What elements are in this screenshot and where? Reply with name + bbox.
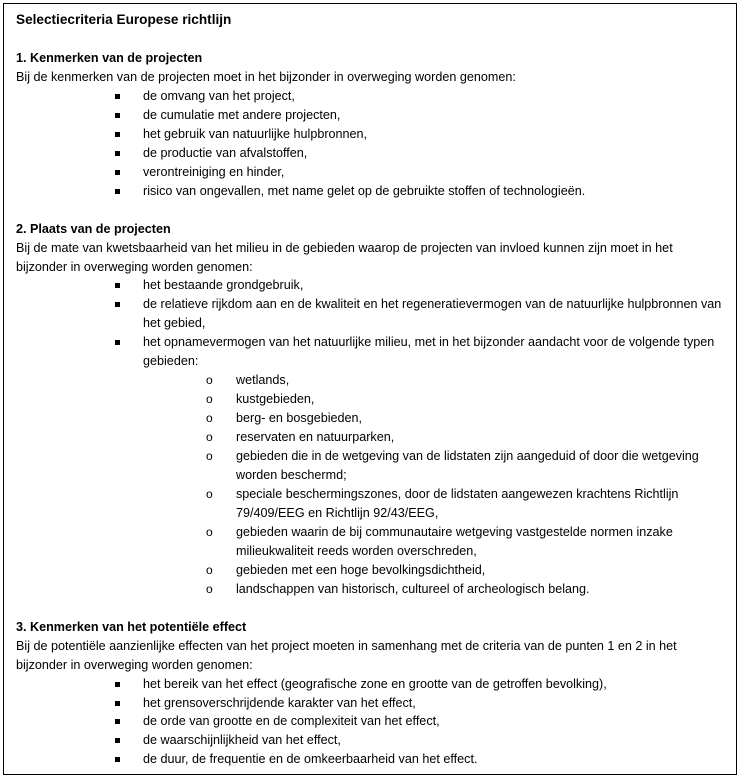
bullet-icon — [115, 302, 120, 307]
bullet-icon — [115, 738, 120, 743]
section-heading: 3. Kenmerken van het potentiële effect — [16, 619, 247, 634]
circle-bullet-icon: o — [206, 373, 213, 388]
list-item-text: verontreiniging en hinder, — [143, 164, 285, 179]
list-item — [16, 675, 726, 694]
circle-bullet-icon: o — [206, 411, 213, 426]
sub-list-item-text: gebieden met een hoge bevolkingsdichtheid, — [236, 562, 486, 577]
bullet-icon — [115, 151, 120, 156]
circle-bullet-icon: o — [206, 430, 213, 445]
list-item — [16, 106, 726, 125]
list-item — [16, 731, 726, 750]
sub-list-item-text: speciale beschermingszones, door de lidstaten aangewezen krachtens Richtlijn 79/409/EEG en Richtlijn 92/43/EEG, — [236, 486, 679, 520]
sub-list-item — [16, 447, 726, 485]
section-3 — [16, 618, 726, 770]
list-item-text: het opnamevermogen van het natuurlijke milieu, met in het bijzonder aandacht voor de volgende typen gebieden: — [143, 335, 715, 369]
sub-list-item — [16, 523, 726, 561]
bullet-icon — [115, 701, 120, 706]
sub-list-item-text: wetlands, — [236, 373, 290, 388]
spacer — [16, 30, 726, 49]
spacer — [16, 201, 726, 220]
list-item-text: het bestaande grondgebruik, — [143, 278, 304, 293]
document-title: Selectiecriteria Europese richtlijn — [16, 12, 232, 27]
list-item-text: de relatieve rijkdom aan en de kwaliteit en het regeneratievermogen van de natuurlijke hulpbronnen van het gebied, — [143, 297, 722, 331]
section-2 — [16, 220, 726, 599]
bullet-icon — [115, 113, 120, 118]
sub-list-item — [16, 409, 726, 428]
list-item — [16, 125, 726, 144]
sub-list-item-text: landschappen van historisch, cultureel of archeologisch belang. — [236, 581, 590, 596]
list-item — [16, 295, 726, 333]
circle-bullet-icon: o — [206, 581, 213, 596]
bullet-icon — [115, 283, 120, 288]
list-item — [16, 163, 726, 182]
sub-list-item — [16, 428, 726, 447]
sub-list-item — [16, 485, 726, 523]
bullet-icon — [115, 94, 120, 99]
bullet-icon — [115, 132, 120, 137]
sub-list-item-text: berg- en bosgebieden, — [236, 411, 363, 426]
bullet-icon — [115, 170, 120, 175]
section-intro: Bij de mate van kwetsbaarheid van het milieu in de gebieden waarop de projecten van invloed kunnen zijn moet in het bijzonder in overweging worden genomen: — [16, 240, 673, 274]
list-item-text: het grensoverschrijdende karakter van het effect, — [143, 695, 416, 710]
sub-list-item — [16, 580, 726, 599]
section-intro: Bij de potentiële aanzienlijke effecten van het project moeten in samenhang met de criteria van de punten 1 en 2 in het bijzonder in overweging worden genomen: — [16, 638, 677, 672]
bullet-icon — [115, 682, 120, 687]
section-heading: 1. Kenmerken van de projecten — [16, 51, 203, 65]
sub-list-item-text: gebieden die in de wetgeving van de lidstaten zijn aangeduid of door die wetgeving worden beschermd; — [236, 449, 699, 483]
section-intro: Bij de kenmerken van de projecten moet in het bijzonder in overweging worden genomen: — [16, 69, 516, 84]
criteria-box — [3, 3, 737, 775]
bullet-icon — [115, 719, 120, 724]
circle-bullet-icon: o — [206, 524, 213, 539]
bullet-icon — [115, 189, 120, 194]
list-item — [16, 712, 726, 731]
sub-list-item — [16, 390, 726, 409]
spacer — [16, 599, 726, 618]
list-item-text: het gebruik van natuurlijke hulpbronnen, — [143, 126, 368, 141]
sub-list — [16, 371, 726, 598]
list-item-text: de productie van afvalstoffen, — [143, 145, 308, 160]
sub-list-item — [16, 371, 726, 390]
list-item — [16, 144, 726, 163]
sub-list-item — [16, 561, 726, 580]
bullet-icon — [115, 757, 120, 762]
sub-list-item-text: kustgebieden, — [236, 392, 315, 407]
list-item-text: de cumulatie met andere projecten, — [143, 107, 341, 122]
circle-bullet-icon: o — [206, 562, 213, 577]
sub-list-item-text: reservaten en natuurparken, — [236, 430, 395, 445]
list-item-text: risico van ongevallen, met name gelet op de gebruikte stoffen of technologieën. — [143, 183, 586, 198]
bullet-list — [16, 675, 726, 770]
bullet-list — [16, 87, 726, 201]
bullet-icon — [115, 340, 120, 345]
section-heading: 2. Plaats van de projecten — [16, 221, 171, 236]
list-item — [16, 694, 726, 713]
list-item — [16, 333, 726, 598]
circle-bullet-icon: o — [206, 486, 213, 501]
sub-list-item-text: gebieden waarin de bij communautaire wetgeving vastgestelde normen inzake milieukwaliteit reeds worden overschreden, — [236, 524, 673, 558]
list-item — [16, 276, 726, 295]
list-item — [16, 87, 726, 106]
circle-bullet-icon: o — [206, 449, 213, 464]
circle-bullet-icon: o — [206, 392, 213, 407]
list-item-text: de waarschijnlijkheid van het effect, — [143, 733, 341, 748]
list-item-text: de orde van grootte en de complexiteit van het effect, — [143, 714, 440, 729]
list-item — [16, 750, 726, 769]
bullet-list — [16, 276, 726, 598]
list-item-text: de omvang van het project, — [143, 88, 295, 103]
section-1 — [16, 49, 726, 201]
list-item — [16, 182, 726, 201]
list-item-text: de duur, de frequentie en de omkeerbaarheid van het effect. — [143, 752, 478, 767]
list-item-text: het bereik van het effect (geografische zone en grootte van de getroffen bevolking), — [143, 676, 607, 691]
